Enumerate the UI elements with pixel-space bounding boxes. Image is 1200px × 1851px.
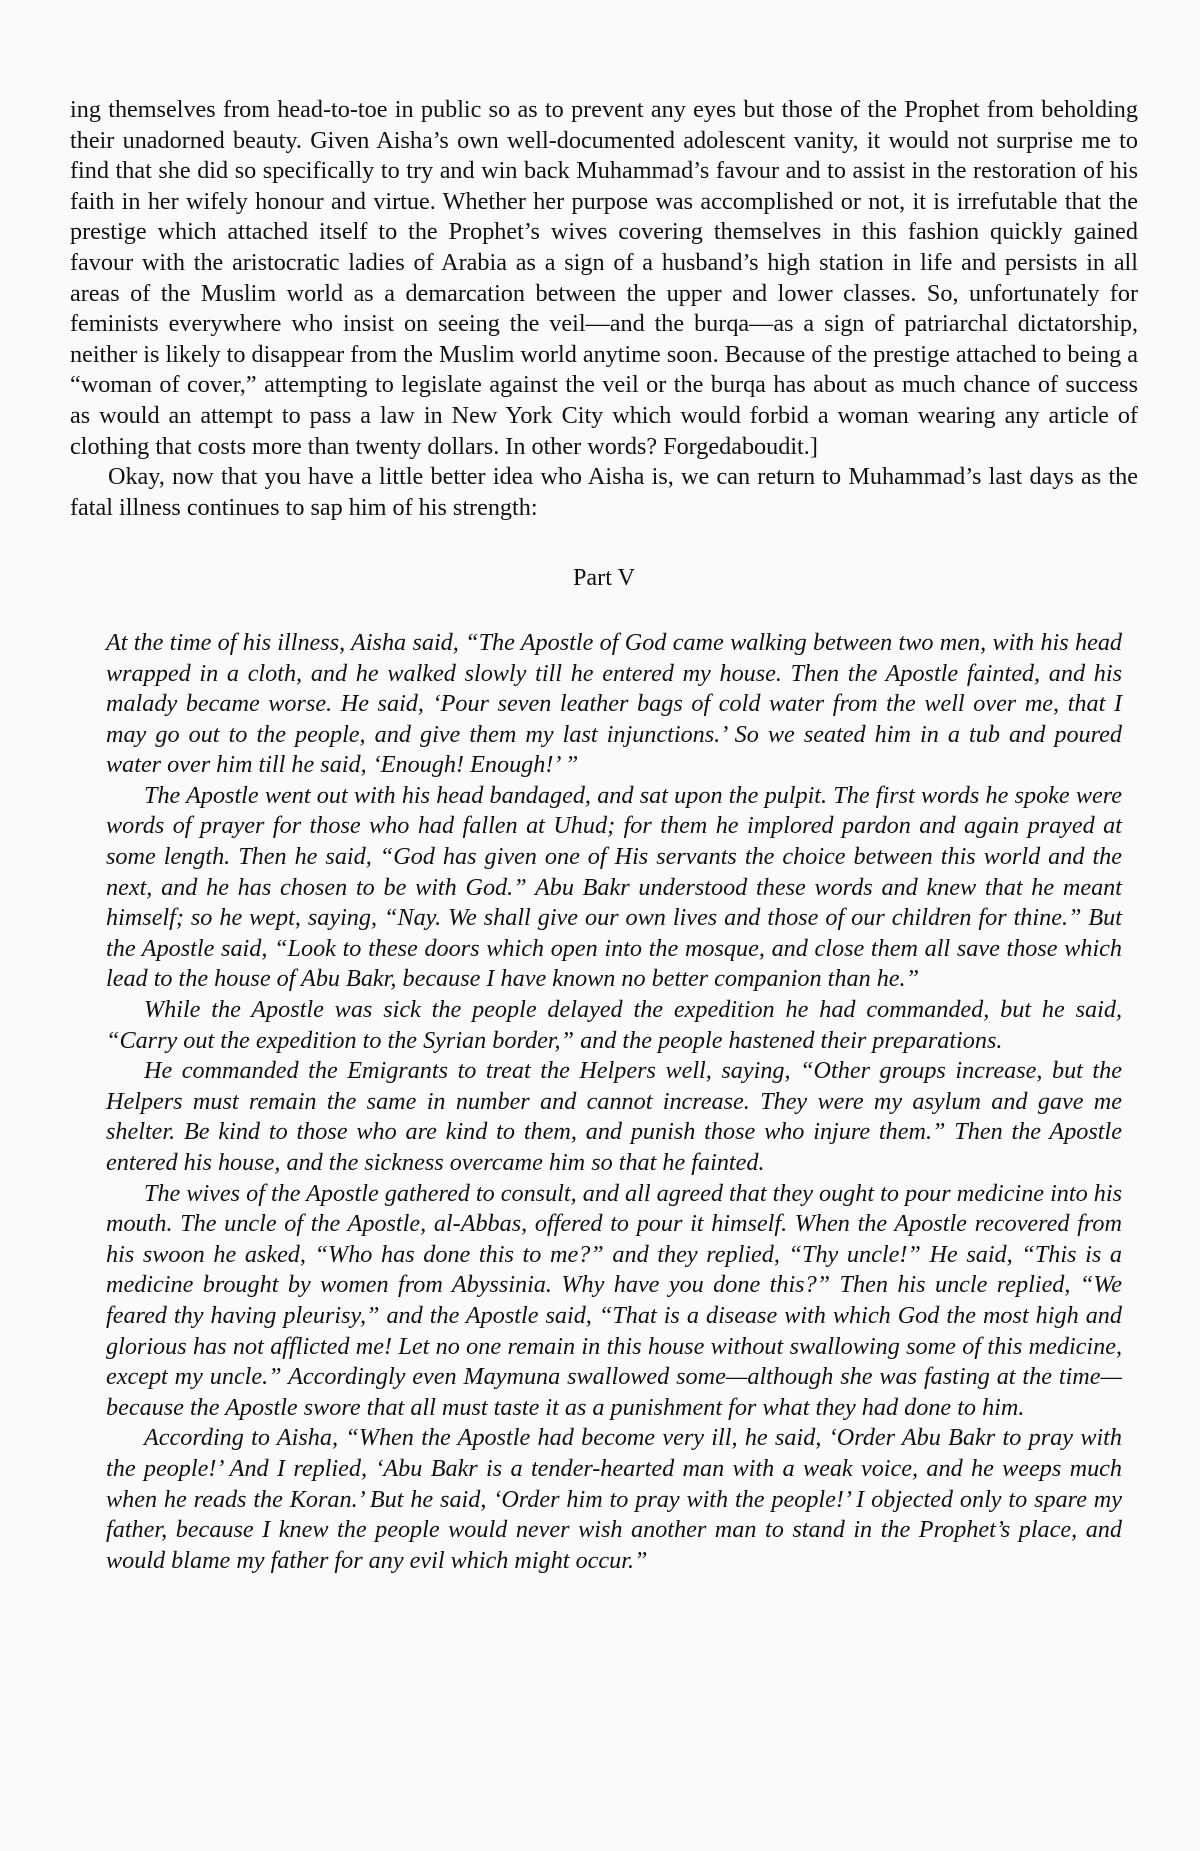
quote-paragraph: The wives of the Apostle gathered to consult, and all agreed that they ought to pour medicine into his mouth. The uncle of the Apostle, al-Abbas, offered to pour it himself. When the Apostle recovered from his swoon he asked, “Who has done this to me?” and they replied, “Thy uncle!” He said, “This is a medicine brought by women from Abyssinia. Why have you done this?” Then his uncle replied, “We feared thy having pleurisy,” and the Apostle said, “That is a disease with which God the most high and glorious has not afflicted me! Let no one remain in this house without swallowing some of this medicine, except my uncle.” Accordingly even Maymuna swallowed some—although she was fasting at the time—because the Apostle swore that all must taste it as a punishment for what they had done to him. bbox=[106, 1179, 1122, 1421]
intro-paragraph-2: Okay, now that you have a little better idea who Aisha is, we can return to Muhammad’s last days as the fatal illness continues to sap him of his strength: bbox=[70, 463, 1138, 521]
intro-paragraph-1: ing themselves from head-to-toe in public so as to prevent any eyes but those of the Prophet from beholding their unadorned beauty. Given Aisha’s own well-documented adolescent vanity, it would not surprise me to find that she did so specifically to try and win back Muhammad’s favour and to assist in the restoration of his faith in her wifely honour and virtue. Whether her purpose was accomplished or not, it is irrefutable that the prestige which attached itself to the Prophet’s wives covering themselves in this fashion quickly gained favour with the aristocratic ladies of Arabia as a sign of a husband’s high station in life and persists in all areas of the Muslim world as a demarcation between the upper and lower classes. So, unfortunately for feminists everywhere who insist on seeing the veil—and the burqa—as a sign of patriarchal dictatorship, neither is likely to disappear from the Muslim world anytime soon. Because of the prestige attached to being a “woman of cover,” attempting to legislate against the veil or the burqa has about as much chance of success as would an attempt to pass a law in New York City which would forbid a woman wearing any article of clothing that costs more than twenty dollars. In other words? Forgedaboudit.] bbox=[70, 96, 1138, 460]
quote-paragraph: According to Aisha, “When the Apostle had become very ill, he said, ‘Order Abu Bakr to pray with the people!’ And I replied, ‘Abu Bakr is a tender-hearted man with a weak voice, and he weeps much when he reads the Koran.’ But he said, ‘Order him to pray with the people!’ I objected only to spare my father, because I knew the people would never wish another man to stand in the Prophet’s place, and would blame my father for any evil which might occur.” bbox=[106, 1424, 1122, 1574]
section-heading: Part V bbox=[572, 564, 636, 592]
quoted-passage bbox=[106, 628, 1122, 1576]
quote-paragraph: While the Apostle was sick the people delayed the expedition he had commanded, but he said, “Carry out the expedition to the Syrian border,” and the people hastened their preparations. bbox=[106, 996, 1122, 1054]
page-body bbox=[70, 95, 1138, 1576]
quote-paragraph: At the time of his illness, Aisha said, “The Apostle of God came walking between two men, with his head wrapped in a cloth, and he walked slowly till he entered my house. Then the Apostle fainted, and his malady became worse. He said, ‘Pour seven leather bags of cold water from the well over me, that I may go out to the people, and give them my last injunctions.’ So we seated him in a tub and poured water over him till he said, ‘Enough! Enough!’ ” bbox=[106, 628, 1122, 779]
quote-paragraph: The Apostle went out with his head bandaged, and sat upon the pulpit. The first words he spoke were words of prayer for those who had fallen at Uhud; for them he implored pardon and again prayed at some length. Then he said, “God has given one of His servants the choice between this world and the next, and he has chosen to be with God.” Abu Bakr understood these words and knew that he meant himself; so he wept, saying, “Nay. We shall give our own lives and those of our children for thine.” But the Apostle said, “Look to these doors which open into the mosque, and close them all save those which lead to the house of Abu Bakr, because I have known no better companion than he.” bbox=[106, 781, 1122, 993]
quote-paragraph: He commanded the Emigrants to treat the Helpers well, saying, “Other groups increase, but the Helpers must remain the same in number and cannot increase. They were my asylum and gave me shelter. Be kind to those who are kind to them, and punish those who injure them.” Then the Apostle entered his house, and the sickness overcame him so that he fainted. bbox=[106, 1057, 1122, 1176]
